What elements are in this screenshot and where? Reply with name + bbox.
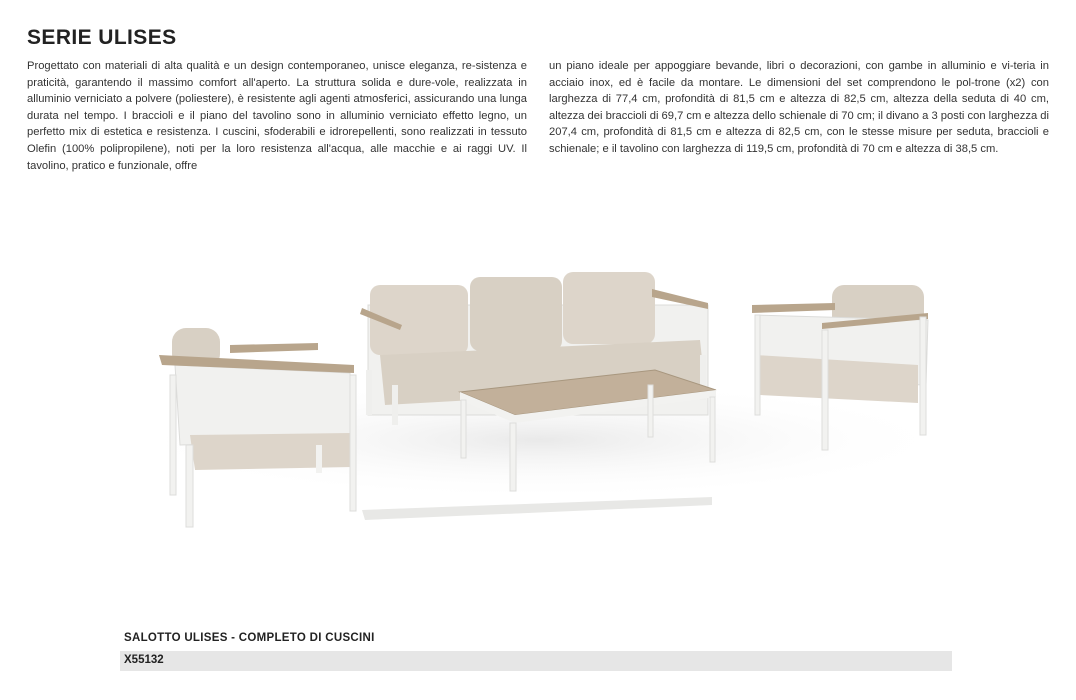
product-name: SALOTTO ULISES - COMPLETO DI CUSCINI: [124, 632, 375, 644]
description-right-column: un piano ideale per appoggiare bevande, libri o decorazioni, con gambe in alluminio e vi-teria in acciaio inox, ed è facile da montare. Le dimensioni del set comprendono le pol-trone (x2) con larghezza di 77,4 cm, profondità di 81,5 cm e altezza di 82,5 cm, altezza della seduta di 40 cm, altezza dei braccioli di 69,7 cm e altezza dello schienale di 70 cm; il divano a 3 posti con larghezza di 207,4 cm, profondità di 81,5 cm e altezza di 82,5 cm, con le stesse misure per seduta, braccioli e schienale; e il tavolino con larghezza di 119,5 cm, profondità di 70 cm e altezza di 38,5 cm.: [549, 60, 1049, 155]
page-title: SERIE ULISES: [27, 26, 177, 49]
armchair-left: [159, 328, 356, 527]
product-code-bar: [120, 651, 952, 671]
product-code: X55132: [124, 654, 164, 666]
description-left-column: Progettato con materiali di alta qualità e un design contemporaneo, unisce eleganza, re-sistenza e praticità, garantendo il massimo comfort all'aperto. La struttura solida e dure-vole, realizzata in alluminio verniciato a polvere (poliestere), è resistente agli agenti atmosferici, assicurando una lunga durata nel tempo. I braccioli e il piano del tavolino sono in alluminio verniciato effetto legno, un perfetto mix di estetica e resistenza. I cuscini, sfoderabili e idrorepellenti, sono realizzati in tessuto Olefin (100% polipropilene), noti per la loro resistenza all'acqua, alle macchie e ai raggi UV. Il tavolino, pratico e funzionale, offre: [27, 60, 527, 172]
product-photo: [0, 205, 1076, 625]
